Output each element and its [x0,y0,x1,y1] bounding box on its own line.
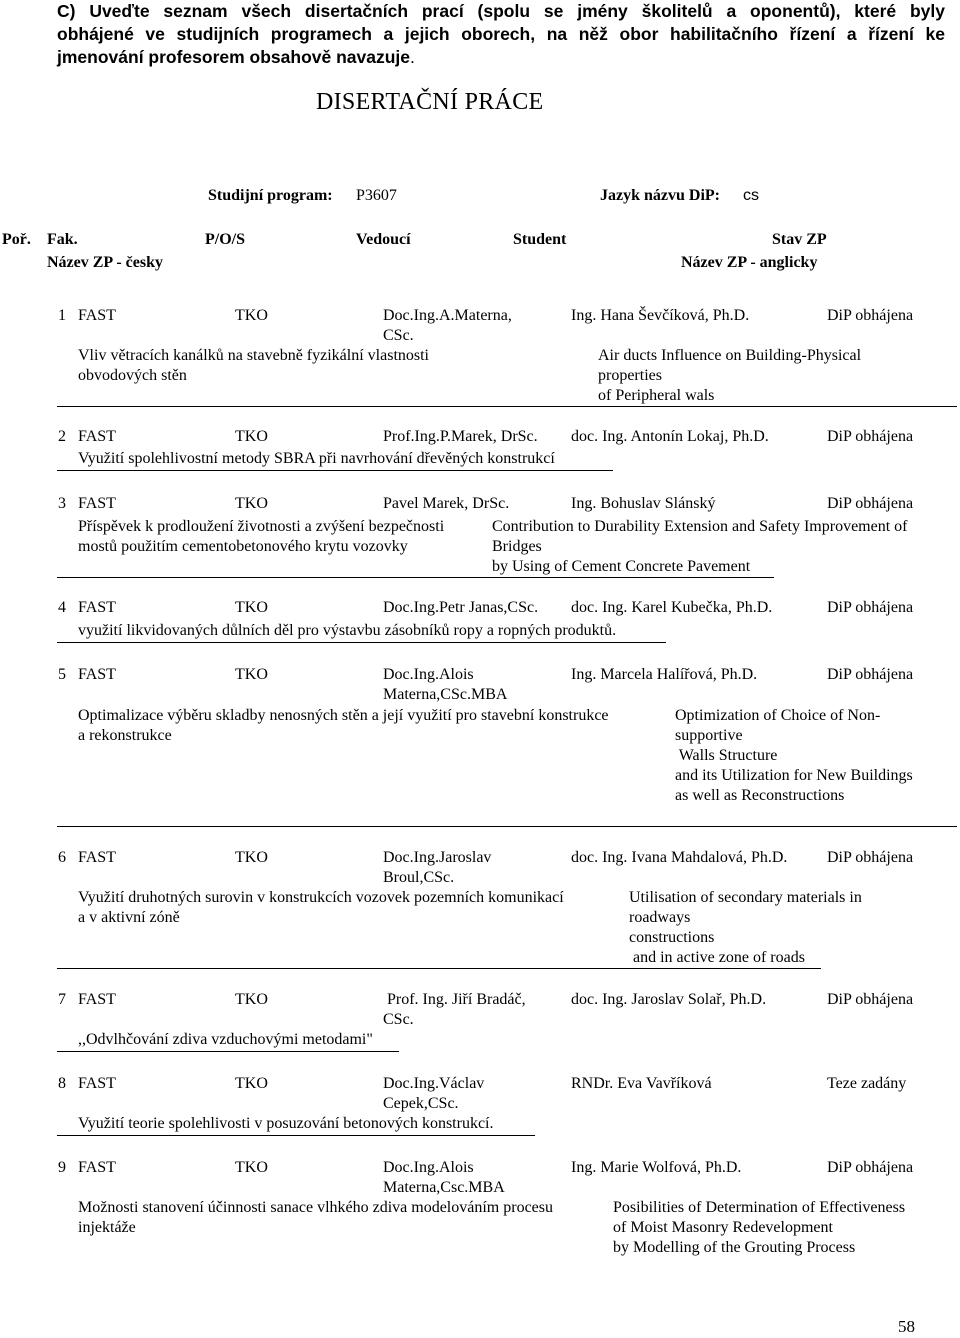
entry-divider [57,642,666,643]
entry-department: TKO [235,666,268,683]
entry-title-en-line-1: Contribution to Durability Extension and Safety Improvement of [492,518,908,535]
entry-department: TKO [235,495,268,512]
study-program-value: P3607 [356,187,397,204]
header-status: Stav ZP [772,231,827,248]
entry-title-cz-line-1: Optimalizace výběru skladby nenosných stěn a její využití pro stavební konstrukce [78,707,609,724]
entry-number: 4 [58,599,66,616]
entry-department: TKO [235,849,268,866]
entry-supervisor-line-2: Broul,CSc. [383,869,455,886]
entry-number: 9 [58,1159,66,1176]
study-program-label: Studijní program: [208,187,333,204]
entry-supervisor-line-2: Cepek,CSc. [383,1095,459,1112]
entry-department: TKO [235,428,268,445]
entry-title-en-line-2: Bridges [492,538,542,555]
entry-title-cz-line-1: využití likvidovaných důlních děl pro výstavbu zásobníků ropy a ropných produktů. [78,622,617,639]
entry-title-en-line-1: Posibilities of Determination of Effectiveness [613,1199,906,1216]
header-faculty: Fak. [47,231,78,248]
entry-supervisor-line-1: Pavel Marek, DrSc. [383,495,510,512]
language-label: Jazyk názvu DiP: [600,187,720,204]
entry-student: doc. Ing. Antonín Lokaj, Ph.D. [571,428,769,445]
entry-title-cz-line-2: obvodových stěn [78,367,187,384]
entry-number: 5 [58,666,66,683]
entry-title-cz-line-1: Možnosti stanovení účinnosti sanace vlhkého zdiva modelováním procesu [78,1199,553,1216]
section-heading [57,0,945,69]
entry-supervisor-line-1: Doc.Ing.Jaroslav [383,849,492,866]
entry-title-en-line-1: Utilisation of secondary materials in [629,889,862,906]
entry-faculty: FAST [78,428,116,445]
entry-supervisor-line-1: Prof.Ing.P.Marek, DrSc. [383,428,538,445]
entry-title-cz-line-2: a rekonstrukce [78,727,172,744]
entry-status: DiP obhájena [827,428,914,445]
entry-divider [57,1135,535,1136]
entry-student: Ing. Marie Wolfová, Ph.D. [571,1159,742,1176]
entry-status: DiP obhájena [827,495,914,512]
entry-title-en-line-3: of Peripheral wals [598,387,715,404]
entry-faculty: FAST [78,1159,116,1176]
header-pos: P/O/S [205,231,246,248]
entry-status: DiP obhájena [827,307,914,324]
document-title: DISERTAČNÍ PRÁCE [316,89,544,115]
header-title-en: Název ZP - anglicky [681,254,818,271]
entry-title-en-line-2: roadways [629,909,691,926]
entry-divider [57,406,957,407]
entry-faculty: FAST [78,666,116,683]
entry-department: TKO [235,1159,268,1176]
section-heading-line-3 [57,46,945,69]
entry-title-cz-line-2: mostů použitím cementobetonového krytu vozovky [78,538,408,555]
section-heading-line-2: obhájené ve studijních programech a jejich oborech, na něž obor habilitačního řízení a řízení ke [57,24,945,44]
entry-number: 1 [58,307,66,324]
entry-title-en-line-5: as well as Reconstructions [675,787,845,804]
entry-title-en-line-4: and in active zone of roads [629,949,805,966]
entry-faculty: FAST [78,1075,116,1092]
entry-status: Teze zadány [827,1075,907,1092]
entry-status: DiP obhájena [827,1159,914,1176]
header-student: Student [513,231,567,248]
entry-title-en-line-3: by Modelling of the Grouting Process [613,1239,856,1256]
entry-divider [57,470,613,471]
header-supervisor: Vedoucí [356,231,411,248]
entry-supervisor-line-1: Doc.Ing.Václav [383,1075,485,1092]
entry-title-en-line-2: of Moist Masonry Redevelopment [613,1219,833,1236]
entry-student: Ing. Hana Ševčíková, Ph.D. [571,307,750,324]
entry-student: doc. Ing. Ivana Mahdalová, Ph.D. [571,849,788,866]
entry-title-cz-line-1: Vliv větracích kanálků na stavebně fyzikální vlastnosti [78,347,429,364]
entry-divider [57,1051,399,1052]
entry-title-en-line-3: constructions [629,929,715,946]
entry-supervisor-line-2: CSc. [383,1011,414,1028]
entry-title-cz-line-1: Využití teorie spolehlivosti v posuzování betonových konstrukcí. [78,1115,494,1132]
entry-supervisor-line-1: Doc.Ing.A.Materna, [383,307,512,324]
page-number: 58 [898,1317,915,1336]
entry-divider [57,826,957,827]
entry-student: RNDr. Eva Vavříková [571,1075,712,1092]
entry-title-en-line-4: and its Utilization for New Buildings [675,767,913,784]
entry-supervisor-line-2: CSc. [383,327,414,344]
entry-status: DiP obhájena [827,599,914,616]
entry-title-en-line-1: Optimization of Choice of Non- [675,707,881,724]
entry-status: DiP obhájena [827,991,914,1008]
entry-department: TKO [235,307,268,324]
entry-faculty: FAST [78,307,116,324]
entry-student: Ing. Marcela Halířová, Ph.D. [571,666,758,683]
entry-title-cz-line-1: Příspěvek k prodloužení životnosti a zvýšení bezpečnosti [78,518,445,535]
entry-department: TKO [235,991,268,1008]
entry-student: doc. Ing. Karel Kubečka, Ph.D. [571,599,773,616]
entry-supervisor-line-1: Doc.Ing.Alois [383,1159,474,1176]
entry-title-cz-line-2: a v aktivní zóně [78,909,180,926]
section-heading-line-1: C) Uveďte seznam všech disertačních prací (spolu se jmény školitelů a oponentů), které byly [57,1,945,21]
section-heading-line-3-text: jmenování profesorem obsahově navazuje [57,47,411,67]
entry-department: TKO [235,1075,268,1092]
entry-supervisor-line-1: Doc.Ing.Petr Janas,CSc. [383,599,539,616]
entry-number: 3 [58,495,66,512]
header-title-cz: Název ZP - česky [47,254,163,271]
entry-faculty: FAST [78,495,116,512]
entry-faculty: FAST [78,849,116,866]
entry-department: TKO [235,599,268,616]
entry-supervisor-line-1: Prof. Ing. Jiří Bradáč, [383,991,526,1008]
entry-title-en-line-2: properties [598,367,662,384]
entry-supervisor-line-2: Materna,CSc.MBA [383,686,508,703]
language-value: cs [743,187,759,204]
entry-supervisor-line-1: Doc.Ing.Alois [383,666,474,683]
entry-status: DiP obhájena [827,666,914,683]
entry-number: 6 [58,849,66,866]
entry-title-cz-line-1: Využití spolehlivostní metody SBRA při navrhování dřevěných konstrukcí [78,450,555,467]
entry-faculty: FAST [78,991,116,1008]
section-heading-line-3-period: . [410,47,415,67]
entry-divider [57,968,821,969]
entry-title-en-line-2: supportive [675,727,743,744]
entry-title-en-line-3: Walls Structure [675,747,778,764]
entry-title-en-line-1: Air ducts Influence on Building-Physical [598,347,862,364]
entry-supervisor-line-2: Materna,Csc.MBA [383,1179,505,1196]
entry-status: DiP obhájena [827,849,914,866]
entry-title-cz-line-1: ,,Odvlhčování zdiva vzduchovými metodami" [78,1031,373,1048]
header-order: Poř. [2,231,31,248]
entry-title-en-line-3: by Using of Cement Concrete Pavement [492,558,751,575]
entry-title-cz-line-1: Využití druhotných surovin v konstrukcích vozovek pozemních komunikací [78,889,564,906]
entry-number: 7 [58,991,66,1008]
entry-student: doc. Ing. Jaroslav Solař, Ph.D. [571,991,767,1008]
entry-student: Ing. Bohuslav Slánský [571,495,716,512]
entry-divider [57,577,774,578]
entry-title-cz-line-2: injektáže [78,1219,136,1236]
entry-faculty: FAST [78,599,116,616]
entry-number: 2 [58,428,66,445]
entry-number: 8 [58,1075,66,1092]
